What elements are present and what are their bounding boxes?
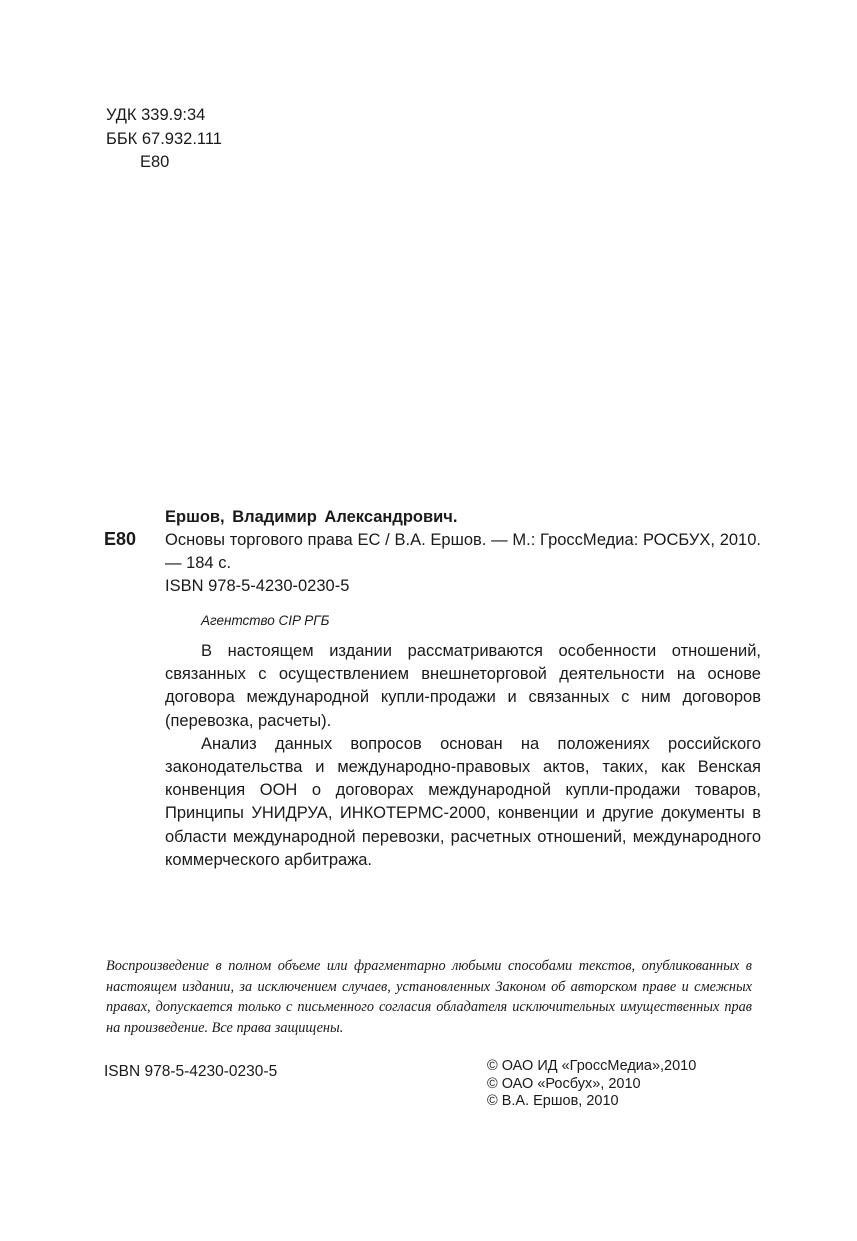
rights-notice: Воспроизведение в полном объеме или фрагментарно любыми способами текстов, опубликованных в настоящем издании, за исключением случаев, установленных Законом об авторском праве и смежных правах, допускается только с письменного согласия обладателя исключительных имущественных прав на произведение. Все права защищены. xyxy=(106,958,752,1036)
catalog-card xyxy=(165,506,761,872)
author-mark-code: Е80 xyxy=(140,153,170,171)
card-author: Ершов, Владимир Александрович. xyxy=(165,508,458,526)
card-agency: Агентство CIP РГБ xyxy=(201,613,330,628)
annotation-paragraph: В настоящем издании рассматриваются особенности отношений, связанных с осуществлением внешнеторговой деятельности на основе договора международной купли-продажи и связанных с ним договоров (перевозка, расчеты). xyxy=(165,642,761,730)
copyright-line: © ОАО ИД «ГроссМедиа»,2010 xyxy=(487,1058,697,1074)
footer-isbn: ISBN 978-5-4230-0230-5 xyxy=(104,1063,278,1080)
udk-code: УДК 339.9:34 xyxy=(106,106,206,124)
bbk-code: ББК 67.932.111 xyxy=(106,129,222,148)
card-isbn: ISBN 978-5-4230-0230-5 xyxy=(165,577,350,595)
card-bibliographic: Основы торгового права ЕС / В.А. Ершов. — М.: ГроссМедиа: РОСБУХ, 2010. — 184 с. xyxy=(165,531,761,572)
classification-block xyxy=(106,104,222,175)
copyright-line: © ОАО «Росбух», 2010 xyxy=(487,1075,641,1092)
card-author-mark: Е80 xyxy=(104,529,137,549)
copyright-block xyxy=(487,1058,696,1111)
copyright-line: © В.А. Ершов, 2010 xyxy=(487,1093,619,1109)
annotation-paragraph: Анализ данных вопросов основан на положениях российского законодательства и международно-правовых актов, таких, как Венская конвенция ООН о договорах международной купли-продажи товаров, Принципы УНИДРУА, ИНКОТЕРМС-2000, конвенции и другие документы в области международной перевозки, расчетных отношений, международного коммерческого арбитража. xyxy=(165,734,761,869)
